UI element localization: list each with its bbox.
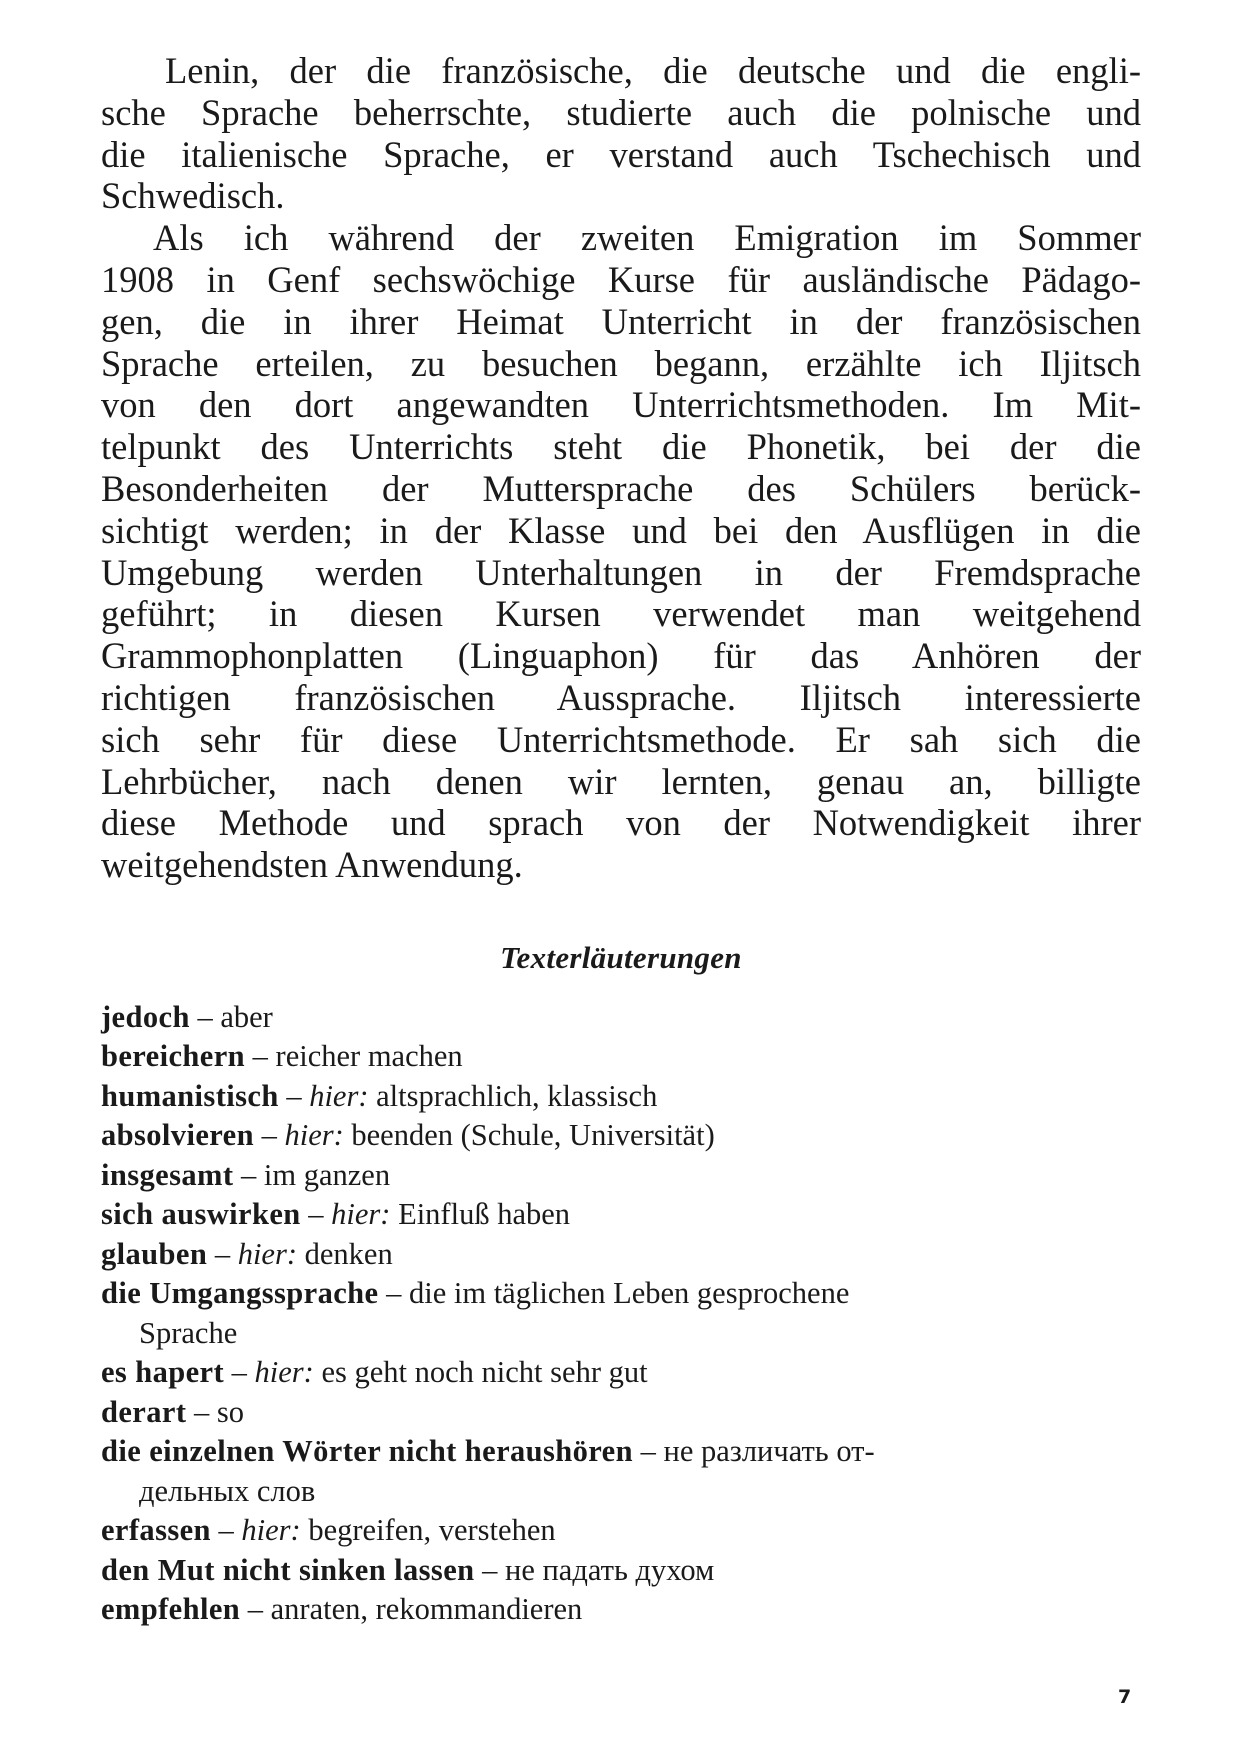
glossary-term: empfehlen [101, 1592, 241, 1627]
glossary-definition: reicher machen [275, 1039, 463, 1074]
glossary-definition: denken [304, 1236, 393, 1271]
text-line: geführt; in diesen Kursen verwendet man weitgehend [101, 593, 1141, 635]
glossary-term: bereichern [101, 1039, 246, 1074]
glossary-definition: altsprachlich, klassisch [376, 1078, 658, 1113]
glossary-definition: не падать духом [505, 1552, 715, 1587]
glossary-definition: es geht noch nicht sehr gut [321, 1355, 648, 1390]
glossary-term: glauben [101, 1236, 208, 1271]
glossary-hier-marker: hier: [309, 1078, 369, 1113]
glossary-dash: – [240, 1592, 271, 1627]
glossary-entry [101, 1432, 1141, 1511]
glossary-entry [101, 1353, 1141, 1393]
glossary-term: die Umgangssprache [101, 1276, 379, 1311]
glossary-dash: – [378, 1276, 409, 1311]
glossary-term: sich auswirken [101, 1197, 301, 1232]
glossary-term: insgesamt [101, 1157, 234, 1192]
text-line: Sprache erteilen, zu besuchen begann, erzählte ich Iljitsch [101, 342, 1141, 384]
glossary-term: erfassen [101, 1513, 211, 1548]
glossary-hier-marker: hier: [237, 1236, 297, 1271]
paragraph-lenin-languages [101, 50, 1141, 217]
glossary-term: den Mut nicht sinken lassen [101, 1552, 475, 1587]
glossary-entry [101, 998, 1141, 1038]
glossary-entry [101, 1156, 1141, 1196]
glossary-hier-marker: hier: [241, 1513, 301, 1548]
text-line: weitgehendsten Anwendung. [101, 844, 523, 886]
glossary-hier-marker: hier: [284, 1118, 344, 1153]
text-line: telpunkt des Unterrichts steht die Phonetik, bei der die [101, 426, 1141, 468]
text-line: diese Methode und sprach von der Notwendigkeit ihrer [101, 802, 1141, 844]
glossary-entry [101, 1551, 1141, 1591]
glossary-definition: beenden (Schule, Universität) [351, 1118, 715, 1153]
section-title: Texterläuterungen [500, 939, 742, 975]
glossary-dash: – [633, 1434, 664, 1469]
glossary-definition: Einfluß haben [398, 1197, 571, 1232]
glossary-entry [101, 1590, 1141, 1630]
glossary-term: humanistisch [101, 1078, 279, 1113]
text-line: Als ich während der zweiten Emigration im Sommer [153, 217, 1141, 259]
glossary-definition: im ganzen [263, 1157, 391, 1192]
glossary-list [101, 998, 1141, 1630]
glossary-definition: anraten, rekommandieren [270, 1592, 583, 1627]
glossary-term: es hapert [101, 1355, 225, 1390]
text-line: die italienische Sprache, er verstand auch Tschechisch und [101, 133, 1141, 175]
text-line: Umgebung werden Unterhaltungen in der Fremdsprache [101, 551, 1141, 593]
text-line: sichtigt werden; in der Klasse und bei den Ausflügen in die [101, 509, 1141, 551]
text-line: Schwedisch. [101, 175, 285, 217]
glossary-entry [101, 1195, 1141, 1235]
glossary-definition: begreifen, verstehen [308, 1513, 556, 1548]
glossary-dash: – [189, 999, 221, 1034]
glossary-entry [101, 1037, 1141, 1077]
glossary-dash: – [474, 1552, 505, 1587]
text-line: richtigen französischen Aussprache. Iljitsch interessierte [101, 676, 1141, 718]
glossary-entry [101, 1077, 1141, 1117]
glossary-dash: – [233, 1157, 264, 1192]
text-line: Besonderheiten der Muttersprache des Schülers berück- [101, 467, 1141, 509]
text-line: Lehrbücher, nach denen wir lernten, genau an, billigte [101, 760, 1141, 802]
glossary-entry [101, 1511, 1141, 1551]
text-line: von den dort angewandten Unterrichtsmethoden. Im Mit- [101, 384, 1141, 426]
glossary-term: absolvieren [101, 1118, 254, 1153]
glossary-term: derart [101, 1394, 187, 1429]
glossary-hier-marker: hier: [331, 1197, 391, 1232]
glossary-dash: – [210, 1513, 242, 1548]
glossary-dash: – [207, 1236, 238, 1271]
glossary-definition: не различать от- [663, 1434, 875, 1469]
glossary-term: jedoch [101, 999, 190, 1034]
glossary-entry [101, 1274, 1141, 1353]
glossary-dash: – [253, 1118, 285, 1153]
glossary-definition: so [216, 1394, 245, 1429]
text-line: gen, die in ihrer Heimat Unterricht in der französischen [101, 300, 1141, 342]
glossary-entry [101, 1116, 1141, 1156]
glossary-dash: – [186, 1394, 217, 1429]
glossary-term: die einzelnen Wörter nicht heraushören [101, 1434, 633, 1469]
text-line: Grammophonplatten (Linguaphon) für das Anhören der [101, 635, 1141, 677]
glossary-dash: – [300, 1197, 332, 1232]
text-line: sche Sprache beherrschte, studierte auch die polnische und [101, 91, 1141, 133]
page-number: 7 [1118, 1686, 1132, 1708]
glossary-hier-marker: hier: [254, 1355, 314, 1390]
glossary-continuation: Sprache [139, 1315, 238, 1350]
glossary-entry [101, 1235, 1141, 1275]
text-line: sich sehr für diese Unterrichtsmethode. Er sah sich die [101, 718, 1141, 760]
text-line: Lenin, der die französische, die deutsche und die engli- [165, 50, 1141, 91]
glossary-definition: aber [220, 999, 273, 1034]
text-line: 1908 in Genf sechswöchige Kurse für ausländische Pädago- [101, 258, 1141, 300]
glossary-entry [101, 1393, 1141, 1433]
glossary-dash: – [278, 1078, 310, 1113]
paragraph-geneva-courses [101, 217, 1141, 886]
glossary-dash: – [224, 1355, 255, 1390]
page-content [101, 50, 1141, 1630]
glossary-continuation: дельных слов [139, 1473, 316, 1508]
glossary-dash: – [245, 1039, 276, 1074]
glossary-definition: die im täglichen Leben gesprochene [408, 1276, 850, 1311]
